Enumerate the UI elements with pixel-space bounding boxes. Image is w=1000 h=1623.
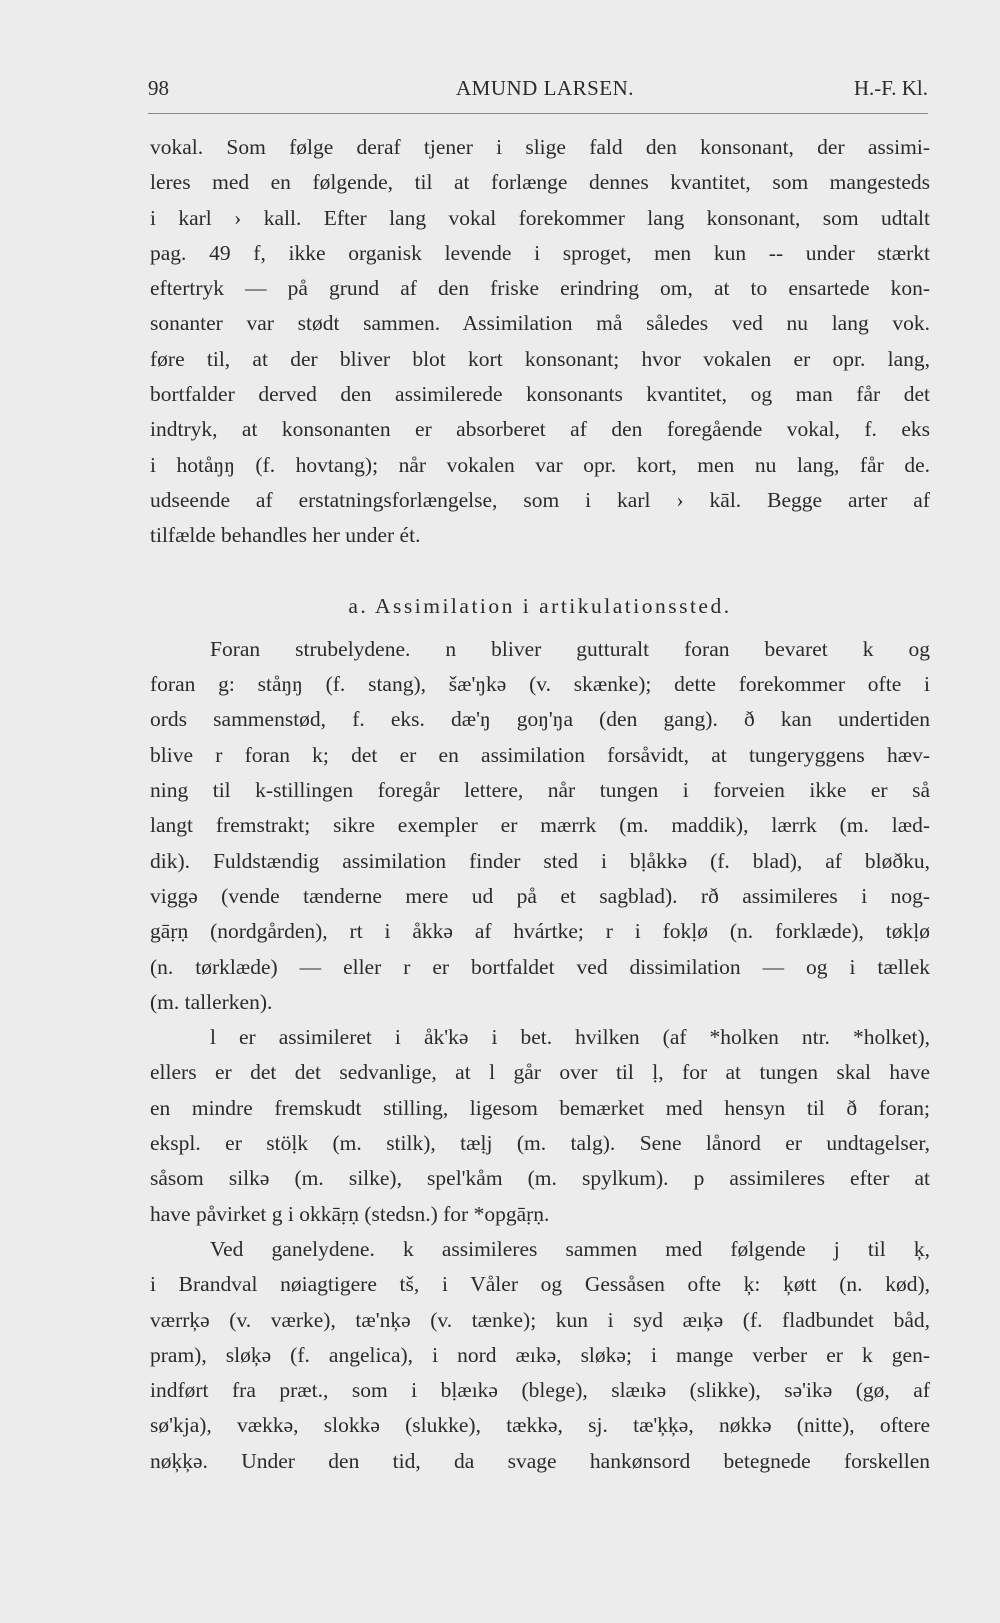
text-line: bortfalder derved den assimilerede konsonants kvantitet, og man får det bbox=[150, 382, 930, 407]
text-line: Ved ganelydene. k assimileres sammen med følgende j til ķ, bbox=[210, 1236, 930, 1261]
text-line: værrķə (v. værke), tæ'nķə (v. tænke); kun i syd æıķə (f. fladbundet båd, bbox=[150, 1307, 930, 1332]
text-line: i hotåŋŋ (f. hovtang); når vokalen var opr. kort, men nu lang, får de. bbox=[150, 452, 930, 477]
text-line: pag. 49 f, ikke organisk levende i sproget, men kun -- under stærkt bbox=[150, 240, 930, 265]
text-line: gāṛṇ (nordgården), rt i åkkə af hvártke; r i fokḷø (n. forklæde), tøkḷø bbox=[150, 919, 930, 944]
text-line: tilfælde behandles her under ét. bbox=[150, 523, 421, 548]
text-line: foran g: ståŋŋ (f. stang), šæ'ŋkə (v. skænke); dette forekommer ofte i bbox=[150, 672, 930, 697]
text-line: føre til, at der bliver blot kort konsonant; hvor vokalen er opr. lang, bbox=[150, 346, 930, 371]
body-text bbox=[150, 130, 930, 1479]
text-line: ellers er det det sedvanlige, at l går over til ḷ, for at tungen skal have bbox=[150, 1060, 930, 1085]
text-line: ords sammenstød, f. eks. dæ'ŋ goŋ'ŋa (den gang). ð kan undertiden bbox=[150, 707, 930, 732]
text-line: indtryk, at konsonanten er absorberet af den foregående vokal, f. eks bbox=[150, 417, 930, 442]
text-line: l er assimileret i åk'kə i bet. hvilken (af *holken ntr. *holket), bbox=[210, 1025, 930, 1050]
text-line: nøķķə. Under den tid, da svage hankønsord betegnede forskellen bbox=[150, 1448, 930, 1473]
header-section: H.-F. Kl. bbox=[853, 76, 928, 100]
text-line: sø'kja), vækkə, slokkə (slukke), tækkə, sj. tæ'ķķə, nøkkə (nitte), oftere bbox=[150, 1413, 930, 1438]
text-line: såsom silkə (m. silke), spel'kåm (m. spylkum). p assimileres efter at bbox=[150, 1166, 930, 1191]
paragraph-3 bbox=[150, 1020, 930, 1232]
text-line: ekspl. er stöḷk (m. stilk), tæḷj (m. talg). Sene lånord er undtagelser, bbox=[150, 1131, 930, 1156]
text-line: leres med en følgende, til at forlænge dennes kvantitet, som mangesteds bbox=[150, 170, 930, 195]
section-heading-text: a. Assimilation i artikulationssted. bbox=[348, 593, 732, 618]
text-line: have påvirket g i okkāṛṇ (stedsn.) for *opgāṛṇ. bbox=[150, 1201, 550, 1226]
text-line: (n. tørklæde) — eller r er bortfaldet ved dissimilation — og i tællek bbox=[150, 954, 930, 979]
text-line: sonanter var stødt sammen. Assimilation må således ved nu lang vok. bbox=[150, 311, 930, 336]
paragraph-1 bbox=[150, 130, 930, 554]
text-line: vokal. Som følge deraf tjener i slige fald den konsonant, der assimi- bbox=[150, 135, 930, 159]
text-line: ning til k-stillingen foregår lettere, når tungen i forveien ikke er så bbox=[150, 778, 930, 803]
text-line: i Brandval nøiagtigere tš, i Våler og Gessåsen ofte ķ: ķøtt (n. kød), bbox=[150, 1272, 930, 1297]
text-line: (m. tallerken). bbox=[150, 989, 273, 1014]
page-number: 98 bbox=[148, 76, 169, 100]
text-line: viggə (vende tænderne mere ud på et sagblad). rð assimileres i nog- bbox=[150, 883, 930, 908]
section-heading bbox=[150, 589, 930, 624]
text-line: i karl › kall. Efter lang vokal forekommer lang konsonant, som udtalt bbox=[150, 205, 930, 230]
paragraph-2 bbox=[150, 632, 930, 1020]
text-line: indført fra præt., som i bḷæıkə (blege), slæıkə (slikke), sə'ikə (gø, af bbox=[150, 1378, 930, 1403]
text-line: en mindre fremskudt stilling, ligesom bemærket med hensyn til ð foran; bbox=[150, 1095, 930, 1120]
text-line: dik). Fuldstændig assimilation finder sted i bḷåkkə (f. blad), af bløðku, bbox=[150, 848, 930, 873]
paragraph-4 bbox=[150, 1232, 930, 1479]
text-line: eftertryk — på grund af den friske erindring om, at to ensartede kon- bbox=[150, 276, 930, 301]
text-line: blive r foran k; det er en assimilation forsåvidt, at tungeryggens hæv- bbox=[150, 742, 930, 767]
running-header bbox=[148, 76, 928, 106]
text-line: udseende af erstatningsforlængelse, som i karl › kāl. Begge arter af bbox=[150, 487, 930, 512]
header-author: AMUND LARSEN. bbox=[456, 76, 635, 100]
text-line: Foran strubelydene. n bliver gutturalt foran bevaret k og bbox=[210, 636, 930, 661]
header-rule bbox=[148, 113, 928, 114]
text-line: pram), sløķə (f. angelica), i nord æıkə, sløkə; i mange verber er k gen- bbox=[150, 1342, 930, 1367]
text-line: langt fremstrakt; sikre exempler er mærrk (m. maddik), lærrk (m. læd- bbox=[150, 813, 930, 838]
